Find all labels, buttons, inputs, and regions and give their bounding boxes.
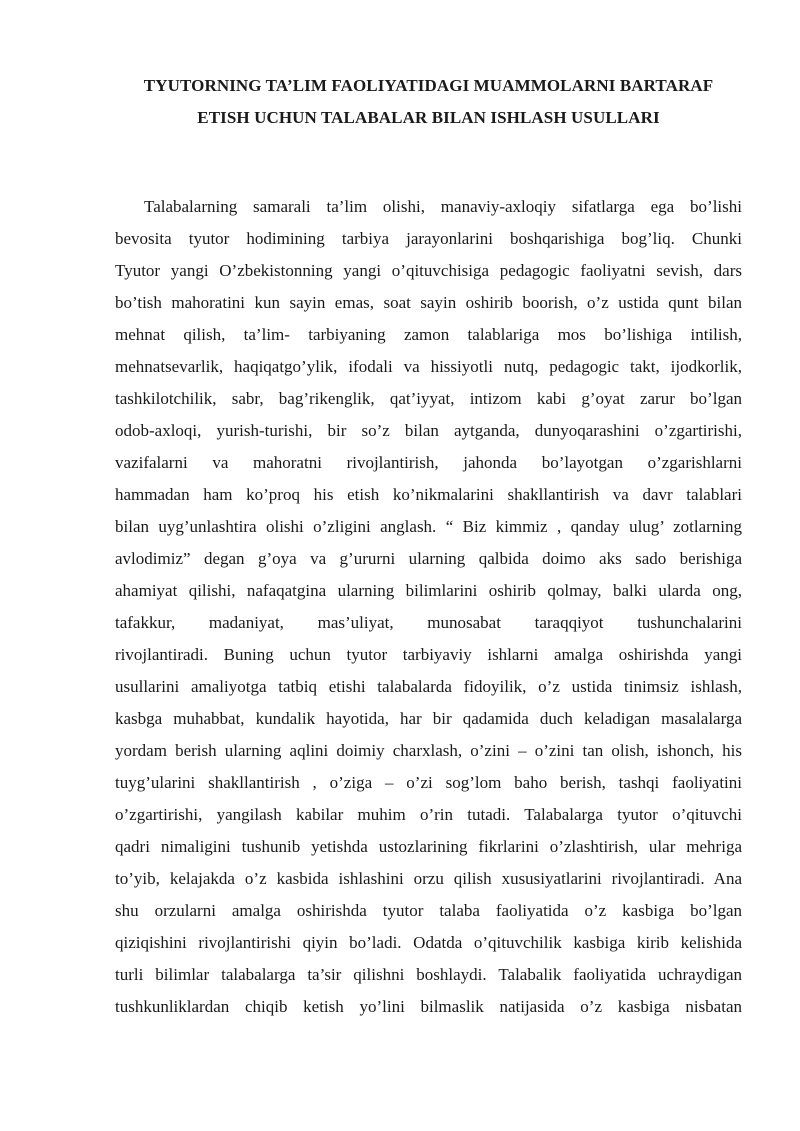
- paragraph-line: yordam berish ularning aqlini doimiy charxlash, o’zini – o’zini tan olish, ishonch, his: [115, 741, 742, 760]
- paragraph-line: bilan uyg’unlashtira olishi o’zligini anglash. “ Biz kimmiz , qanday ulug’ zotlarning: [115, 517, 742, 536]
- title-line-2: ETISH UCHUN TALABALAR BILAN ISHLASH USULLARI: [197, 108, 660, 127]
- paragraph-line: hammadan ham ko’proq his etish ko’nikmalarini shakllantirish va davr talablari: [115, 485, 742, 504]
- paragraph-line: kasbga muhabbat, kundalik hayotida, har bir qadamida duch keladigan masalalarga: [115, 709, 742, 728]
- paragraph-line: rivojlantiradi. Buning uchun tyutor tarbiyaviy ishlarni amalga oshirishda yangi: [115, 645, 742, 664]
- paragraph-line: vazifalarni va mahoratni rivojlantirish, jahonda bo’layotgan o’zgarishlarni: [115, 453, 742, 472]
- paragraph-line: Tyutor yangi O’zbekistonning yangi o’qituvchisiga pedagogic faoliyatni sevish, dars: [115, 261, 742, 280]
- paragraph-line: tashkilotchilik, sabr, bag’rikenglik, qat’iyyat, intizom kabi g’oyat zarur bo’lgan: [115, 389, 742, 408]
- paragraph-line: tushkunliklardan chiqib ketish yo’lini bilmaslik natijasida o’z kasbiga nisbatan: [115, 997, 742, 1016]
- document-title: [115, 70, 742, 134]
- title-line-1: TYUTORNING TA’LIM FAOLIYATIDAGI MUAMMOLARNI BARTARAF: [143, 76, 714, 95]
- body-paragraph: [115, 191, 742, 1023]
- paragraph-line: tuyg’ularini shakllantirish , o’ziga – o’zi sog’lom baho berish, tashqi faoliyatini: [115, 773, 742, 792]
- paragraph-line: qadri nimaligini tushunib yetishda ustozlarining fikrlarini o’zlashtirish, ular mehriga: [115, 837, 742, 856]
- paragraph-line: bevosita tyutor hodimining tarbiya jarayonlarini boshqarishiga bog’liq. Chunki: [115, 229, 742, 248]
- paragraph-line: bo’tish mahoratini kun sayin emas, soat sayin oshirib boorish, o’z ustida qunt bilan: [115, 293, 742, 312]
- paragraph-line: Talabalarning samarali ta’lim olishi, manaviy-axloqiy sifatlarga ega bo’lishi: [144, 197, 742, 216]
- paragraph-line: mehnat qilish, ta’lim- tarbiyaning zamon talablariga mos bo’lishiga intilish,: [115, 325, 742, 344]
- paragraph-line: to’yib, kelajakda o’z kasbida ishlashini orzu qilish xususiyatlarini rivojlantiradi. Ana: [115, 869, 742, 888]
- paragraph-line: tafakkur, madaniyat, mas’uliyat, munosabat taraqqiyot tushunchalarini: [115, 613, 742, 632]
- document-page: [115, 70, 742, 1023]
- paragraph-line: avlodimiz” degan g’oya va g’ururni ularning qalbida doimo aks sado berishiga: [115, 549, 742, 568]
- paragraph-line: usullarini amaliyotga tatbiq etishi talabalarda fidoyilik, o’z ustida tinimsiz ishlash,: [115, 677, 742, 696]
- paragraph-line: shu orzularni amalga oshirishda tyutor talaba faoliyatida o’z kasbiga bo’lgan: [115, 901, 742, 920]
- paragraph-line: qiziqishini rivojlantirishi qiyin bo’ladi. Odatda o’qituvchilik kasbiga kirib kelishida: [115, 933, 742, 952]
- paragraph-line: odob-axloqi, yurish-turishi, bir so’z bilan aytganda, dunyoqarashini o’zgartirishi,: [115, 421, 742, 440]
- paragraph-line: ahamiyat qilishi, nafaqatgina ularning bilimlarini oshirib qolmay, balki ularda ong,: [115, 581, 742, 600]
- paragraph-line: turli bilimlar talabalarga ta’sir qilishni boshlaydi. Talabalik faoliyatida uchraydigan: [115, 965, 742, 984]
- paragraph-line: mehnatsevarlik, haqiqatgo’ylik, ifodali va hissiyotli nutq, pedagogic takt, ijodkorlik,: [115, 357, 742, 376]
- paragraph-line: o’zgartirishi, yangilash kabilar muhim o’rin tutadi. Talabalarga tyutor o’qituvchi: [115, 805, 742, 824]
